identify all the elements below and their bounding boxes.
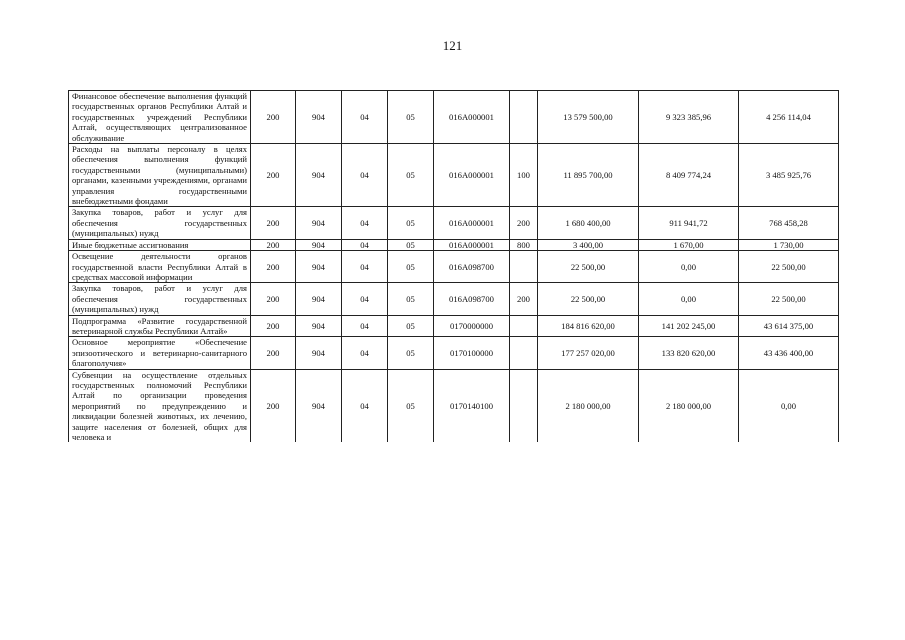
section-code: 04 bbox=[342, 239, 388, 250]
amount-remaining: 22 500,00 bbox=[739, 251, 839, 283]
section-code: 04 bbox=[342, 144, 388, 207]
amount-approved: 13 579 500,00 bbox=[538, 91, 639, 144]
ministry-code: 904 bbox=[296, 207, 342, 239]
subsection-code: 05 bbox=[388, 251, 434, 283]
expense-type-code: 100 bbox=[510, 144, 538, 207]
expense-type-code: 200 bbox=[510, 207, 538, 239]
amount-remaining: 22 500,00 bbox=[739, 283, 839, 315]
amount-approved: 184 816 620,00 bbox=[538, 315, 639, 337]
ministry-code: 904 bbox=[296, 251, 342, 283]
ministry-code: 904 bbox=[296, 315, 342, 337]
amount-remaining: 1 730,00 bbox=[739, 239, 839, 250]
amount-approved: 1 680 400,00 bbox=[538, 207, 639, 239]
budget-table bbox=[68, 90, 839, 442]
section-code: 04 bbox=[342, 315, 388, 337]
ministry-code: 904 bbox=[296, 337, 342, 369]
item-name: Основное мероприятие «Обеспечение эпизоотического и ветеринарно-санитарного благополучия» bbox=[69, 337, 251, 369]
table-row bbox=[69, 251, 839, 283]
subsection-code: 05 bbox=[388, 369, 434, 442]
page-number: 121 bbox=[442, 38, 463, 53]
amount-remaining: 4 256 114,04 bbox=[739, 91, 839, 144]
amount-executed: 8 409 774,24 bbox=[639, 144, 739, 207]
amount-remaining: 43 614 375,00 bbox=[739, 315, 839, 337]
section-code: 04 bbox=[342, 283, 388, 315]
ministry-code: 904 bbox=[296, 144, 342, 207]
amount-executed: 141 202 245,00 bbox=[639, 315, 739, 337]
target-article-code: 0170100000 bbox=[434, 337, 510, 369]
ministry-code: 904 bbox=[296, 283, 342, 315]
table-row bbox=[69, 144, 839, 207]
target-article-code: 0170140100 bbox=[434, 369, 510, 442]
amount-approved: 2 180 000,00 bbox=[538, 369, 639, 442]
subsection-code: 05 bbox=[388, 283, 434, 315]
subsection-code: 05 bbox=[388, 144, 434, 207]
target-article-code: 016А000001 bbox=[434, 207, 510, 239]
section-code: 04 bbox=[342, 207, 388, 239]
expense-type-code bbox=[510, 251, 538, 283]
amount-remaining: 43 436 400,00 bbox=[739, 337, 839, 369]
expense-type-code bbox=[510, 91, 538, 144]
amount-executed: 133 820 620,00 bbox=[639, 337, 739, 369]
item-name: Закупка товаров, работ и услуг для обеспечения государственных (муниципальных) нужд bbox=[69, 283, 251, 315]
item-name: Освещение деятельности органов государственной власти Республики Алтай в средствах массовой информации bbox=[69, 251, 251, 283]
table-body bbox=[69, 91, 839, 443]
amount-approved: 22 500,00 bbox=[538, 251, 639, 283]
target-article-code: 0170000000 bbox=[434, 315, 510, 337]
expense-type-code: 800 bbox=[510, 239, 538, 250]
code-cell: 200 bbox=[251, 337, 296, 369]
subsection-code: 05 bbox=[388, 207, 434, 239]
expense-type-code: 200 bbox=[510, 283, 538, 315]
subsection-code: 05 bbox=[388, 91, 434, 144]
amount-executed: 911 941,72 bbox=[639, 207, 739, 239]
target-article-code: 016А000001 bbox=[434, 144, 510, 207]
item-name: Расходы на выплаты персоналу в целях обеспечения выполнения функций государственными (муниципальными) органами, казенными учреждениями, органами управления государственными внебюджетными фондами bbox=[69, 144, 251, 207]
expense-type-code bbox=[510, 315, 538, 337]
amount-remaining: 0,00 bbox=[739, 369, 839, 442]
section-code: 04 bbox=[342, 91, 388, 144]
expense-type-code bbox=[510, 337, 538, 369]
table-row bbox=[69, 239, 839, 250]
amount-approved: 11 895 700,00 bbox=[538, 144, 639, 207]
code-cell: 200 bbox=[251, 369, 296, 442]
amount-approved: 22 500,00 bbox=[538, 283, 639, 315]
table-row bbox=[69, 91, 839, 144]
item-name: Закупка товаров, работ и услуг для обеспечения государственных (муниципальных) нужд bbox=[69, 207, 251, 239]
code-cell: 200 bbox=[251, 207, 296, 239]
item-name: Иные бюджетные ассигнования bbox=[69, 239, 251, 250]
table-row bbox=[69, 283, 839, 315]
subsection-code: 05 bbox=[388, 337, 434, 369]
item-name: Подпрограмма «Развитие государственной ветеринарной службы Республики Алтай» bbox=[69, 315, 251, 337]
ministry-code: 904 bbox=[296, 239, 342, 250]
amount-executed: 0,00 bbox=[639, 283, 739, 315]
code-cell: 200 bbox=[251, 315, 296, 337]
target-article-code: 016А098700 bbox=[434, 251, 510, 283]
table-row bbox=[69, 337, 839, 369]
amount-executed: 9 323 385,96 bbox=[639, 91, 739, 144]
item-name: Финансовое обеспечение выполнения функций государственных органов Республики Алтай и государственных учреждений Республики Алтай, осуществляющих централизованное обслуживание bbox=[69, 91, 251, 144]
amount-approved: 3 400,00 bbox=[538, 239, 639, 250]
target-article-code: 016А098700 bbox=[434, 283, 510, 315]
subsection-code: 05 bbox=[388, 239, 434, 250]
section-code: 04 bbox=[342, 251, 388, 283]
subsection-code: 05 bbox=[388, 315, 434, 337]
amount-remaining: 3 485 925,76 bbox=[739, 144, 839, 207]
amount-executed: 2 180 000,00 bbox=[639, 369, 739, 442]
ministry-code: 904 bbox=[296, 369, 342, 442]
item-name: Субвенции на осуществление отдельных государственных полномочий Республики Алтай по организации проведения мероприятий по предупреждению и ликвидации болезней животных, их лечению, защите населения от болезней, общих для человека и bbox=[69, 369, 251, 442]
amount-executed: 0,00 bbox=[639, 251, 739, 283]
section-code: 04 bbox=[342, 369, 388, 442]
table-row bbox=[69, 369, 839, 442]
code-cell: 200 bbox=[251, 239, 296, 250]
code-cell: 200 bbox=[251, 251, 296, 283]
table-row bbox=[69, 207, 839, 239]
amount-approved: 177 257 020,00 bbox=[538, 337, 639, 369]
ministry-code: 904 bbox=[296, 91, 342, 144]
code-cell: 200 bbox=[251, 91, 296, 144]
expense-type-code bbox=[510, 369, 538, 442]
target-article-code: 016А000001 bbox=[434, 91, 510, 144]
amount-remaining: 768 458,28 bbox=[739, 207, 839, 239]
code-cell: 200 bbox=[251, 144, 296, 207]
table-row bbox=[69, 315, 839, 337]
target-article-code: 016А000001 bbox=[434, 239, 510, 250]
section-code: 04 bbox=[342, 337, 388, 369]
code-cell: 200 bbox=[251, 283, 296, 315]
amount-executed: 1 670,00 bbox=[639, 239, 739, 250]
